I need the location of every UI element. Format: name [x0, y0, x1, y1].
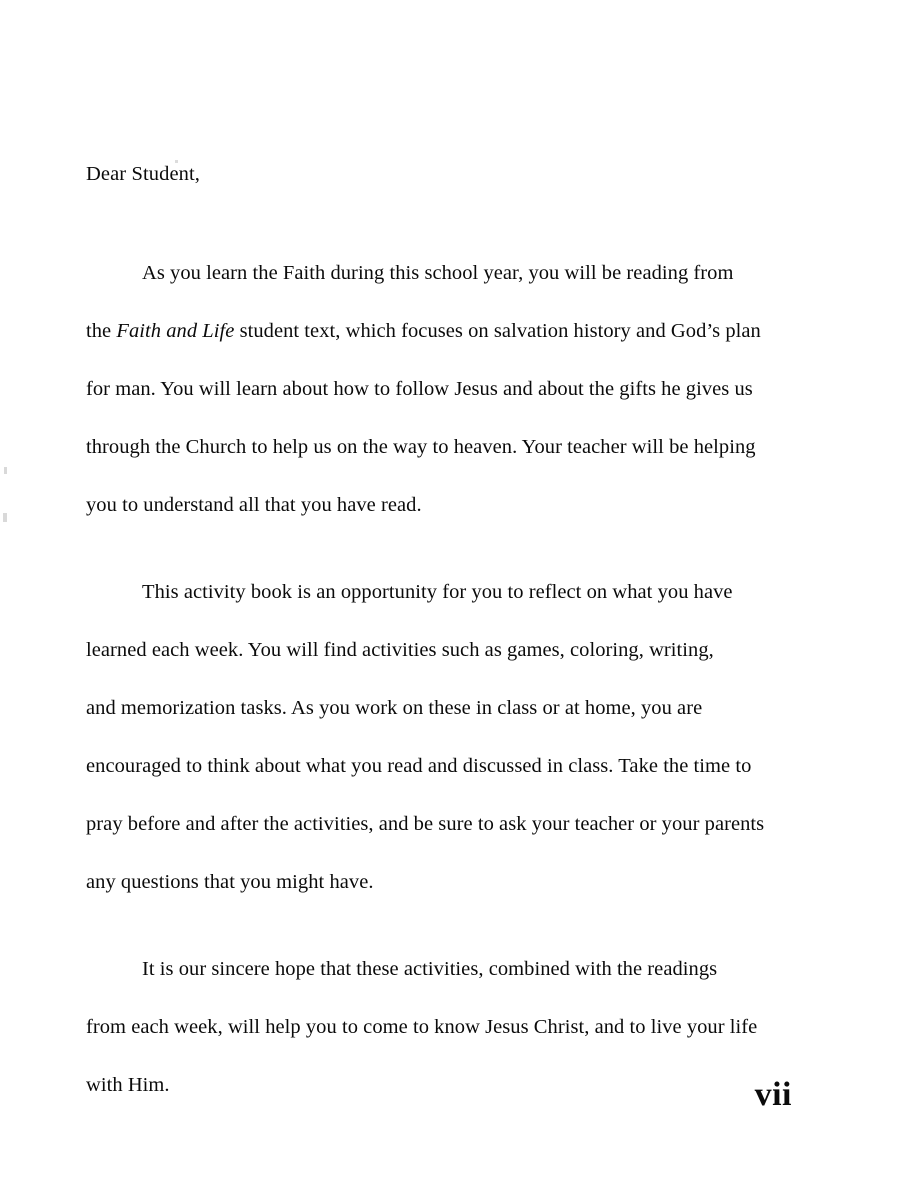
paragraph-1-line-3: for man. You will learn about how to follow Jesus and about the gifts he gives us: [86, 378, 753, 400]
paragraph-3-line-3: with Him.: [86, 1074, 170, 1096]
paragraph-2: [86, 549, 798, 926]
paragraph-2-line-1: This activity book is an opportunity for you to reflect on what you have: [142, 581, 733, 603]
salutation-spacer: [86, 189, 798, 230]
paragraph-3-line-1: It is our sincere hope that these activities, combined with the readings: [142, 958, 718, 980]
scan-speck-left-lower: [3, 513, 7, 522]
paragraph-1-line-2-pre: the: [86, 320, 117, 342]
paragraph-3-line-2: from each week, will help you to come to know Jesus Christ, and to live your life: [86, 1016, 758, 1038]
paragraph-2-line-2: learned each week. You will find activities such as games, coloring, writing,: [86, 639, 714, 661]
salutation: Dear Student,: [86, 163, 201, 185]
paragraph-2-line-3: and memorization tasks. As you work on these in class or at home, you are: [86, 697, 703, 719]
paragraph-1-line-4: through the Church to help us on the way to heaven. Your teacher will be helping: [86, 436, 756, 458]
scan-speck-left-upper: [4, 467, 7, 474]
paragraph-1-line-2: [86, 317, 798, 346]
book-title-faith-and-life: Faith and Life: [116, 320, 235, 342]
letter-body: [86, 160, 798, 1129]
paragraph-1: [86, 230, 798, 549]
page-number: vii: [754, 1076, 792, 1113]
paragraph-1-line-1: As you learn the Faith during this school year, you will be reading from: [142, 262, 734, 284]
paragraph-1-line-2-post: student text, which focuses on salvation history and God’s plan: [234, 320, 761, 342]
paragraph-2-line-4: encouraged to think about what you read and discussed in class. Take the time to: [86, 755, 752, 777]
paragraph-3: [86, 926, 798, 1129]
paragraph-2-line-6: any questions that you might have.: [86, 871, 374, 893]
paragraph-1-line-5: you to understand all that you have read.: [86, 494, 422, 516]
paragraph-2-line-5: pray before and after the activities, and be sure to ask your teacher or your parents: [86, 813, 765, 835]
